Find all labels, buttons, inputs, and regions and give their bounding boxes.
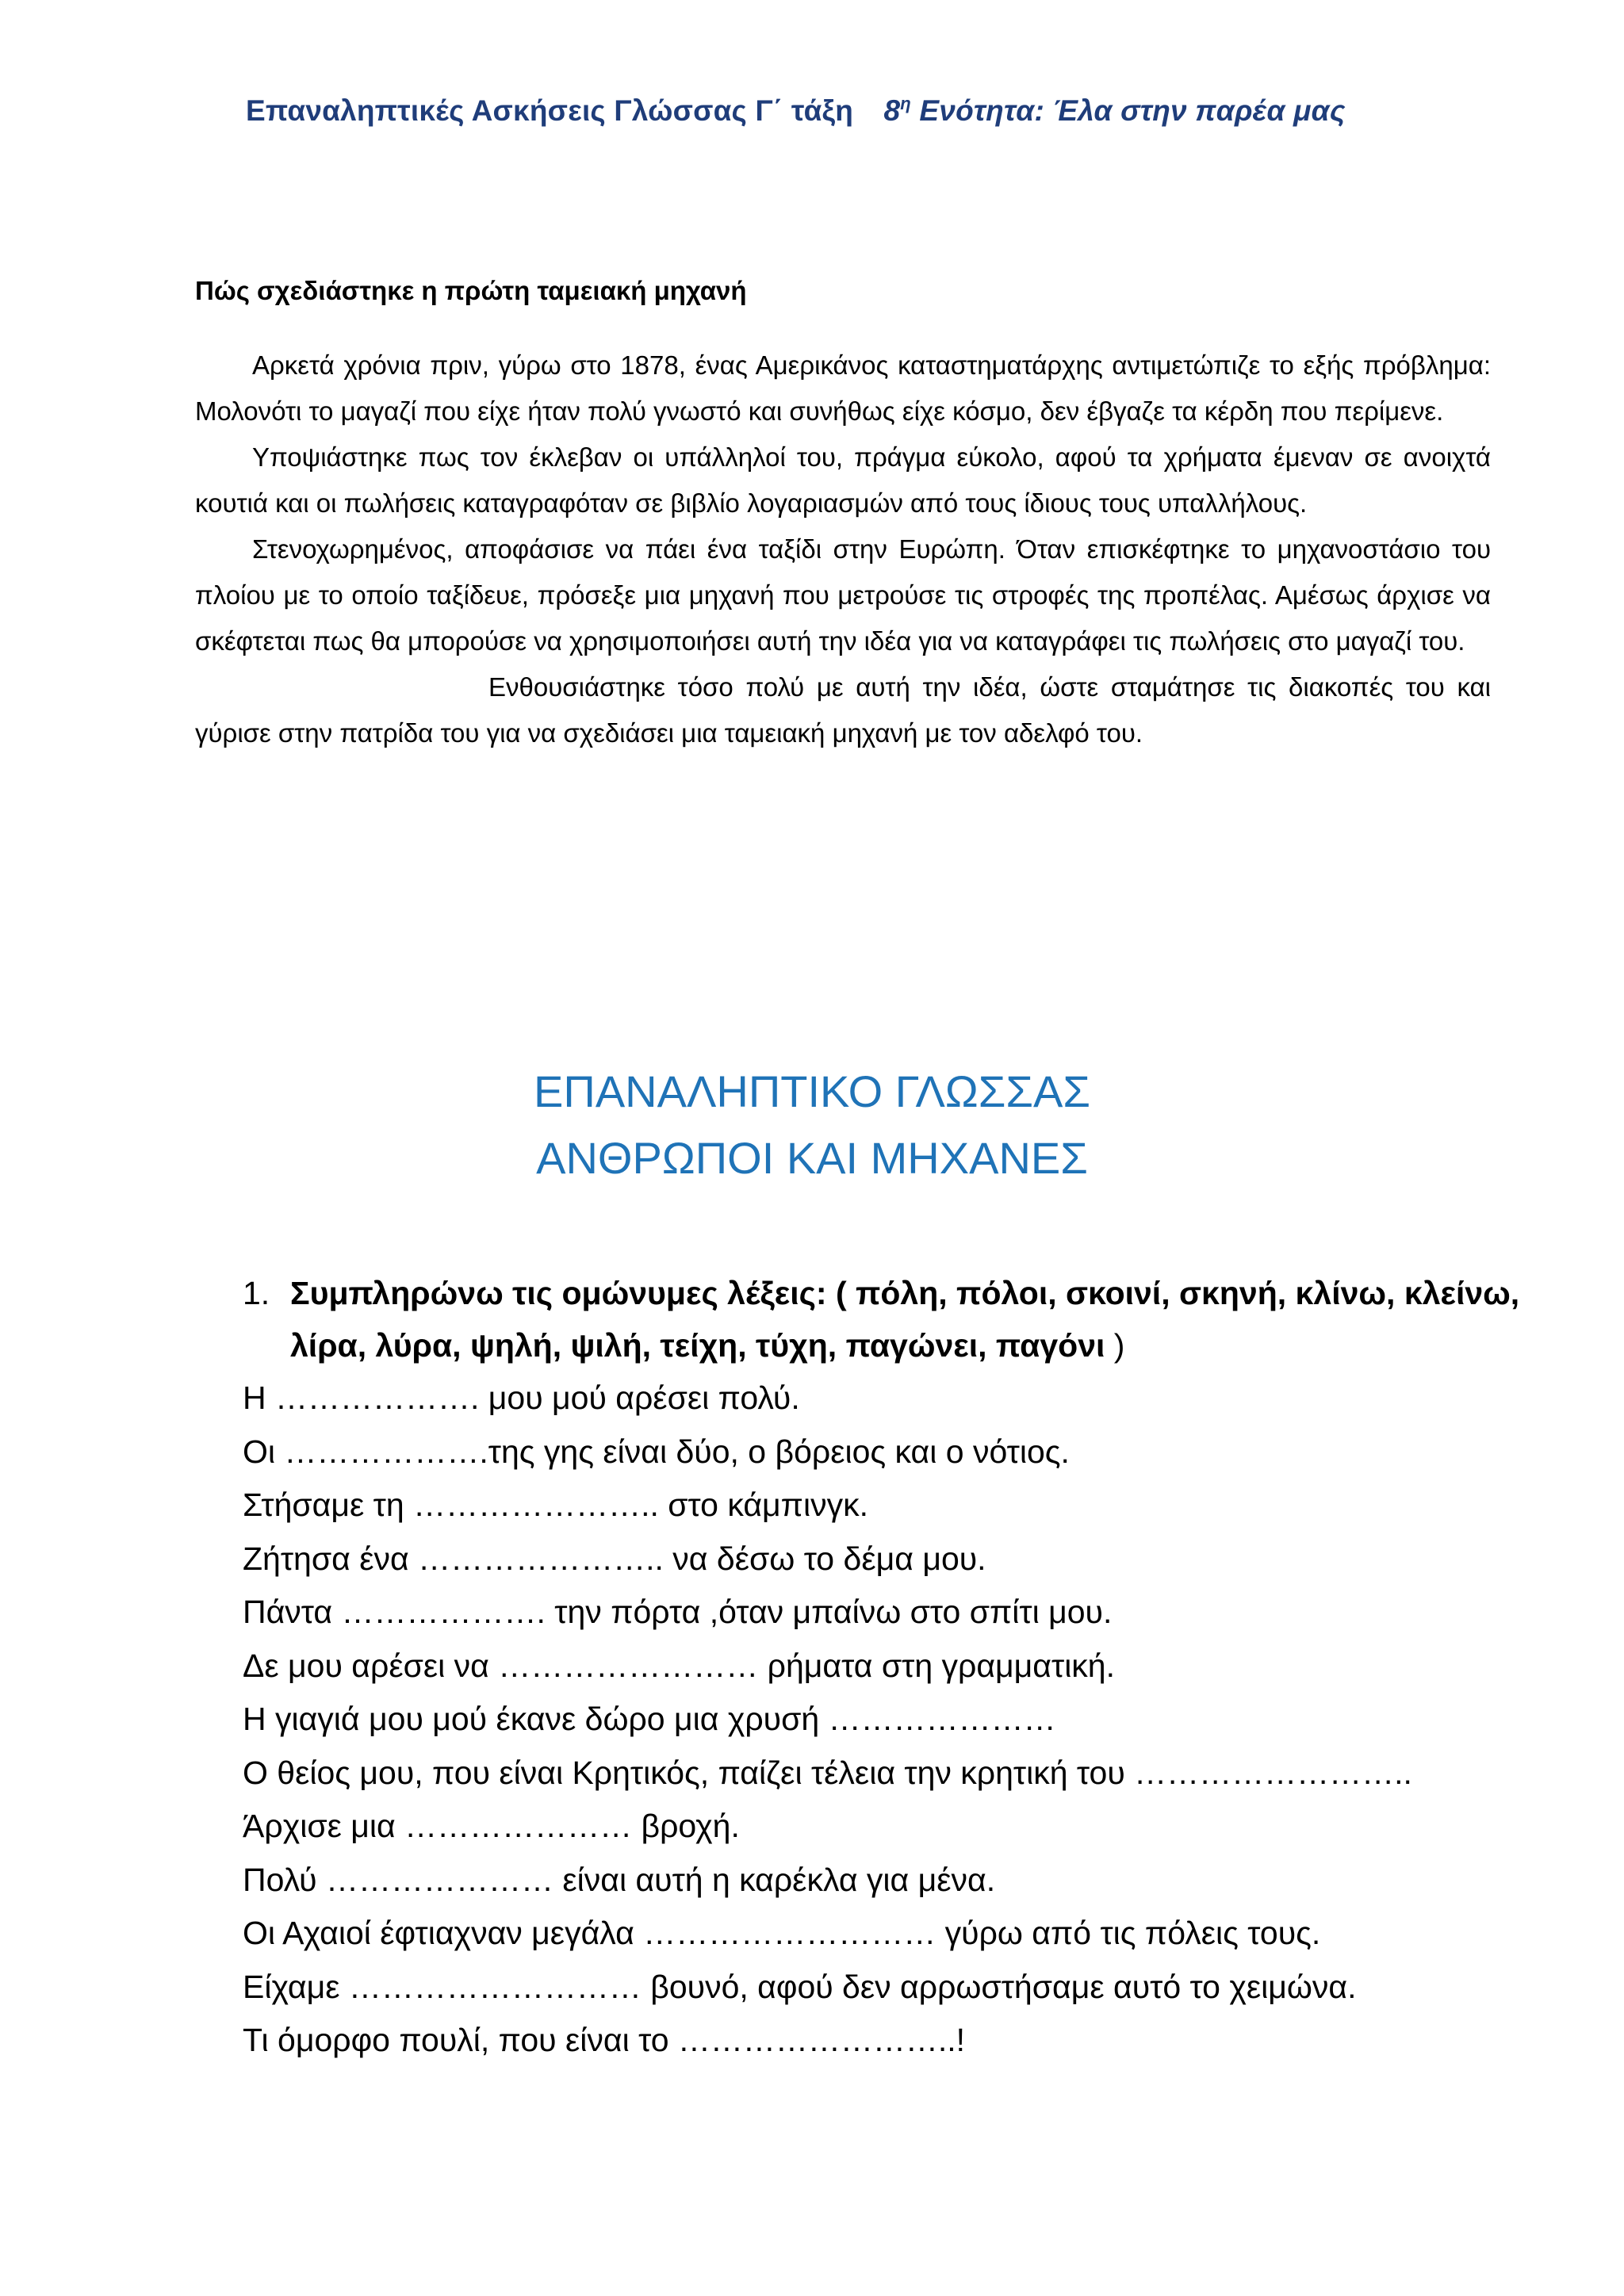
exercise-number: 1.	[243, 1275, 270, 1311]
page-header	[246, 94, 1346, 128]
sentence-list	[243, 1372, 1543, 2068]
fill-in-sentence: Η γιαγιά μου μού έκανε δώρο μια χρυσή …………………	[243, 1701, 1056, 1737]
fill-in-sentence: Πάντα ………………. την πόρτα ,όταν μπαίνω στο σπίτι μου.	[243, 1594, 1113, 1630]
exercise-1	[243, 1267, 1543, 2068]
passage-body	[195, 342, 1491, 756]
fill-in-sentence: Η ………………. μου μού αρέσει πολύ.	[243, 1380, 800, 1416]
fill-in-sentence: Οι ……………….της γης είναι δύο, ο βόρειος και ο νότιος.	[243, 1433, 1070, 1470]
fill-in-sentence: Άρχισε μια ………………… βροχή.	[243, 1808, 740, 1844]
fill-in-sentence: Είχαμε ……………………… βουνό, αφού δεν αρρωστήσαμε αυτό το χειμώνα.	[243, 1968, 1357, 2005]
header-unit	[884, 94, 1346, 127]
fill-in-sentence: Ζήτησα ένα ………………….. να δέσω το δέμα μου.	[243, 1540, 986, 1577]
exercise-instruction-text: Συμπληρώνω τις ομώνυμες λέξεις: ( πόλη, πόλοι, σκοινί, σκηνή, κλίνω, κλείνω, λίρα, λύρα, ψηλή, ψιλή, τείχη, τύχη, παγώνει, παγόνι	[290, 1275, 1520, 1364]
header-unit-superscript: η	[900, 94, 911, 113]
fill-in-sentence: Ο θείος μου, που είναι Κρητικός, παίζει τέλεια την κρητική του ……………………..	[243, 1754, 1412, 1791]
main-title-line-2: ΑΝΘΡΩΠΟΙ ΚΑΙ ΜΗΧΑΝΕΣ	[536, 1133, 1088, 1183]
header-unit-number: 8	[883, 94, 901, 127]
exercise-instruction	[290, 1267, 1543, 1372]
fill-in-sentence: Πολύ ………………… είναι αυτή η καρέκλα για μένα.	[243, 1861, 996, 1898]
main-title-line-1: ΕΠΑΝΑΛΗΠΤΙΚΟ ΓΛΩΣΣΑΣ	[534, 1066, 1090, 1116]
fill-in-sentence: Οι Αχαιοί έφτιαχναν μεγάλα ……………………… γύρω από τις πόλεις τους.	[243, 1915, 1321, 1951]
fill-in-sentence: Στήσαμε τη ………………….. στο κάμπινγκ.	[243, 1487, 868, 1523]
header-unit-text: Ενότητα: Έλα στην παρέα μας	[919, 94, 1346, 127]
header-title: Επαναληπτικές Ασκήσεις Γλώσσας Γ΄ τάξη	[246, 94, 854, 127]
passage-paragraph: Στενοχωρημένος, αποφάσισε να πάει ένα ταξίδι στην Ευρώπη. Όταν επισκέφτηκε το μηχανοστάσιο του πλοίου με το οποίο ταξίδευε, πρόσεξε μια μηχανή που μετρούσε τις στροφές της προπέλας. Αμέσως άρχισε να σκέφτεται πως θα μπορούσε να χρησιμοποιήσει αυτή την ιδέα για να καταγράφει τις πωλήσεις στο μαγαζί του.	[195, 534, 1491, 656]
passage-paragraph: Αρκετά χρόνια πριν, γύρω στο 1878, ένας Αμερικάνος καταστηματάρχης αντιμετώπιζε το εξής πρόβλημα: Μολονότι το μαγαζί που είχε ήταν πολύ γνωστό και συνήθως είχε κόσμο, δεν έβγαζε τα κέρδη που περίμενε.	[195, 350, 1491, 426]
exercise-heading	[243, 1267, 1543, 1372]
passage-paragraph: Ενθουσιάστηκε τόσο πολύ με αυτή την ιδέα, ώστε σταμάτησε τις διακοπές του και γύρισε στην πατρίδα του για να σχεδιάσει μια ταμειακή μηχανή με τον αδελφό του.	[195, 672, 1491, 748]
exercise-instruction-close: )	[1105, 1327, 1125, 1364]
passage-paragraph: Υποψιάστηκε πως τον έκλεβαν οι υπάλληλοί του, πράγμα εύκολο, αφού τα χρήματα έμεναν σε ανοιχτά κουτιά και οι πωλήσεις καταγραφόταν σε βιβλίο λογαριασμών από τους ίδιους τους υπαλλήλους.	[195, 442, 1491, 518]
fill-in-sentence: Τι όμορφο πουλί, που είναι το ……………………..!	[243, 2022, 966, 2058]
fill-in-sentence: Δε μου αρέσει να …………………… ρήματα στη γραμματική.	[243, 1647, 1115, 1684]
passage-title: Πώς σχεδιάστηκε η πρώτη ταμειακή μηχανή	[195, 276, 747, 305]
